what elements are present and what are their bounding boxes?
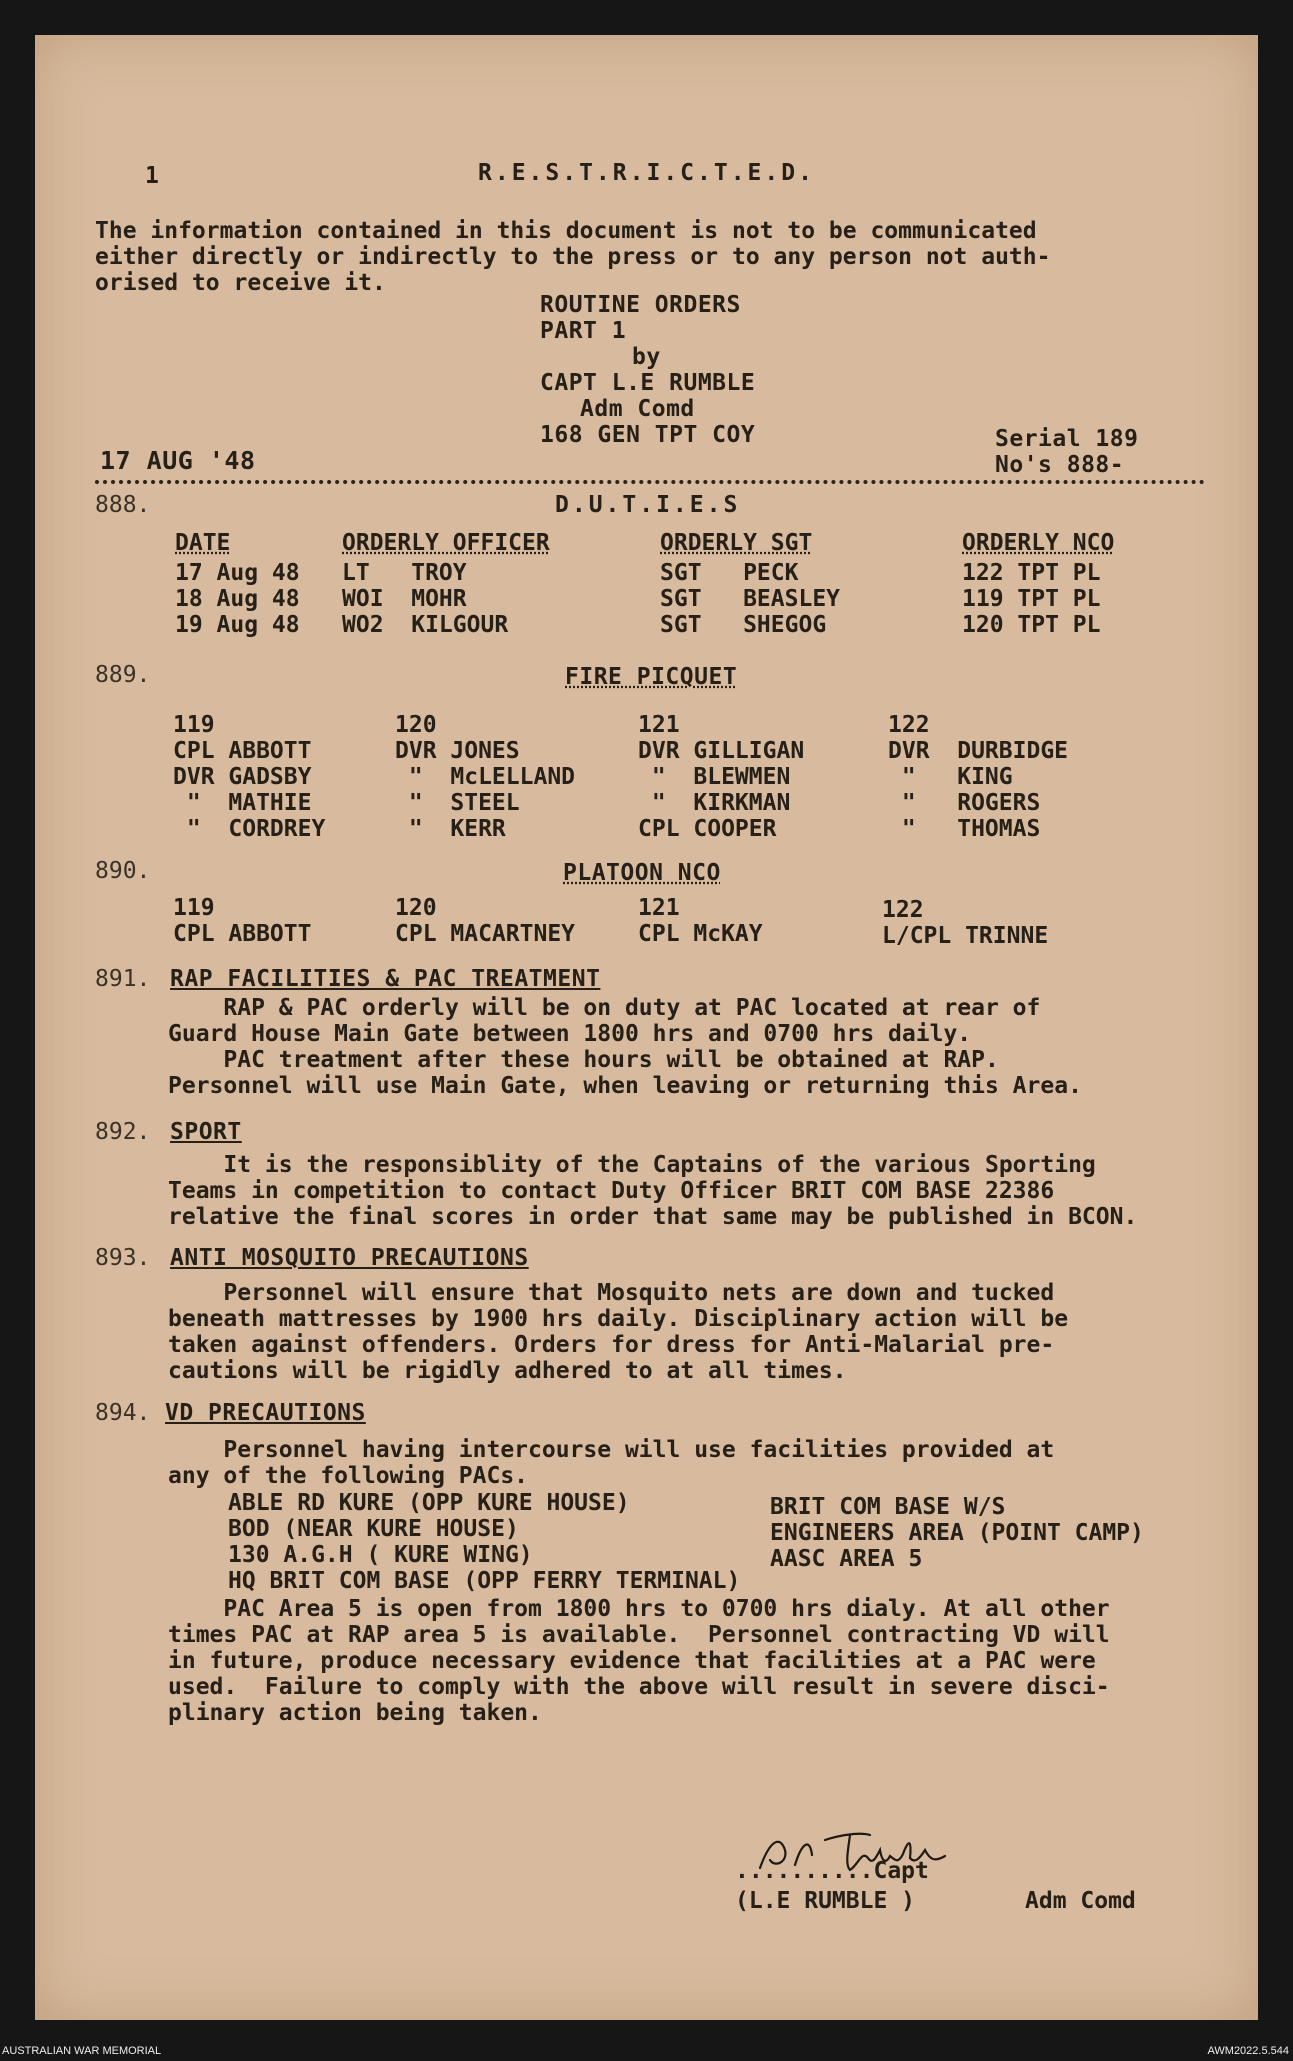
unit-number: 119 — [173, 712, 215, 738]
column-header: ORDERLY NCO — [962, 530, 1115, 556]
signature-rank: ..........Capt — [735, 1858, 929, 1884]
pac-location: ABLE RD KURE (OPP KURE HOUSE) — [228, 1490, 630, 1516]
table-cell: 122 TPT PL — [962, 560, 1101, 586]
title-line: PART 1 — [540, 318, 627, 344]
body-line: Personnel having intercourse will use facilities provided at — [168, 1437, 1055, 1463]
section-heading: FIRE PICQUET — [565, 664, 738, 690]
warning-line: either directly or indirectly to the press or to any person not auth- — [95, 244, 1051, 270]
section-heading: PLATOON NCO — [563, 860, 721, 886]
body-line: any of the following PACs. — [168, 1463, 529, 1489]
pac-location: BRIT COM BASE W/S — [770, 1494, 1006, 1520]
body-line: PAC treatment after these hours will be obtained at RAP. — [168, 1047, 999, 1073]
page-mark: 1 — [145, 163, 160, 189]
nco-name: CPL MACARTNEY — [395, 921, 576, 947]
pac-location: BOD (NEAR KURE HOUSE) — [228, 1516, 519, 1542]
body-line: times PAC at RAP area 5 is available. Personnel contracting VD will — [168, 1622, 1110, 1648]
signatory-name: (L.E RUMBLE ) — [735, 1888, 916, 1914]
title-line: 168 GEN TPT COY — [540, 422, 756, 448]
title-line: CAPT L.E RUMBLE — [540, 370, 756, 396]
picquet-name: " McLELLAND — [395, 764, 576, 790]
body-line: Guard House Main Gate between 1800 hrs and 0700 hrs daily. — [168, 1021, 972, 1047]
column-header: ORDERLY OFFICER — [342, 530, 550, 556]
body-line: relative the final scores in order that same may be published in BCON. — [168, 1204, 1138, 1230]
warning-line: The information contained in this document is not to be communicated — [95, 218, 1037, 244]
section-heading: RAP FACILITIES & PAC TREATMENT — [170, 966, 601, 992]
body-line: plinary action being taken. — [168, 1700, 542, 1726]
title-line: Adm Comd — [580, 396, 695, 422]
unit-number: 119 — [173, 895, 215, 921]
body-line: RAP & PAC orderly will be on duty at PAC located at rear of — [168, 995, 1041, 1021]
body-line: Personnel will ensure that Mosquito nets are down and tucked — [168, 1280, 1055, 1306]
unit-number: 120 — [395, 712, 437, 738]
section-number: 894. — [95, 1400, 151, 1426]
section-heading: ANTI MOSQUITO PRECAUTIONS — [170, 1245, 529, 1271]
unit-number: 121 — [638, 895, 680, 921]
unit-number: 122 — [888, 712, 930, 738]
signatory-appointment: Adm Comd — [1025, 1888, 1136, 1914]
nco-name: CPL ABBOTT — [173, 921, 312, 947]
serial-number: Serial 189 — [995, 426, 1139, 452]
section-number: 888. — [95, 492, 151, 518]
table-cell: 18 Aug 48 — [175, 586, 300, 612]
body-line: taken against offenders. Orders for dress for Anti-Malarial pre- — [168, 1332, 1055, 1358]
divider — [95, 480, 1205, 484]
picquet-name: DVR JONES — [395, 738, 520, 764]
order-date: 17 AUG '48 — [100, 446, 256, 475]
unit-number: 122 — [882, 897, 924, 923]
pac-location: AASC AREA 5 — [770, 1546, 923, 1572]
section-heading: SPORT — [170, 1119, 242, 1145]
pac-location: ENGINEERS AREA (POINT CAMP) — [770, 1520, 1144, 1546]
table-cell: SGT SHEGOG — [660, 612, 827, 638]
body-line: It is the responsiblity of the Captains of the various Sporting — [168, 1152, 1096, 1178]
picquet-name: DVR DURBIDGE — [888, 738, 1069, 764]
table-cell: SGT PECK — [660, 560, 799, 586]
pac-location: 130 A.G.H ( KURE WING) — [228, 1542, 533, 1568]
table-cell: 19 Aug 48 — [175, 612, 300, 638]
table-cell: 119 TPT PL — [962, 586, 1101, 612]
table-cell: 17 Aug 48 — [175, 560, 300, 586]
body-line: beneath mattresses by 1900 hrs daily. Disciplinary action will be — [168, 1306, 1069, 1332]
section-heading: VD PRECAUTIONS — [165, 1400, 366, 1426]
body-line: Personnel will use Main Gate, when leaving or returning this Area. — [168, 1073, 1082, 1099]
picquet-name: " THOMAS — [888, 816, 1041, 842]
picquet-name: " ROGERS — [888, 790, 1041, 816]
picquet-name: " KIRKMAN — [638, 790, 791, 816]
picquet-name: CPL COOPER — [638, 816, 777, 842]
picquet-name: DVR GILLIGAN — [638, 738, 805, 764]
body-line: cautions will be rigidly adhered to at all times. — [168, 1358, 847, 1384]
classification-heading: R.E.S.T.R.I.C.T.E.D. — [478, 160, 815, 186]
picquet-name: CPL ABBOTT — [173, 738, 312, 764]
unit-number: 120 — [395, 895, 437, 921]
body-line: Teams in competition to contact Duty Officer BRIT COM BASE 22386 — [168, 1178, 1055, 1204]
column-header: DATE — [175, 530, 231, 556]
archive-footer-right: AWM2022.5.544 — [1207, 2045, 1289, 2057]
nco-name: CPL McKAY — [638, 921, 763, 947]
table-cell: 120 TPT PL — [962, 612, 1101, 638]
picquet-name: DVR GADSBY — [173, 764, 312, 790]
picquet-name: " KERR — [395, 816, 506, 842]
archive-footer-left: AUSTRALIAN WAR MEMORIAL — [2, 2045, 162, 2057]
body-line: used. Failure to comply with the above will result in severe disci- — [168, 1674, 1110, 1700]
section-number: 891. — [95, 966, 151, 992]
unit-number: 121 — [638, 712, 680, 738]
section-heading: D.U.T.I.E.S — [555, 492, 741, 518]
table-cell: WOI MOHR — [342, 586, 467, 612]
section-number: 893. — [95, 1245, 151, 1271]
section-number: 889. — [95, 662, 151, 688]
title-line: ROUTINE ORDERS — [540, 292, 741, 318]
warning-line: orised to receive it. — [95, 270, 386, 296]
picquet-name: " CORDREY — [173, 816, 326, 842]
body-line: PAC Area 5 is open from 1800 hrs to 0700 hrs dialy. At all other — [168, 1596, 1110, 1622]
picquet-name: " STEEL — [395, 790, 520, 816]
title-line: by — [632, 344, 661, 370]
section-number: 890. — [95, 858, 151, 884]
section-number: 892. — [95, 1119, 151, 1145]
table-cell: WO2 KILGOUR — [342, 612, 509, 638]
table-cell: SGT BEASLEY — [660, 586, 841, 612]
column-header: ORDERLY SGT — [660, 530, 813, 556]
picquet-name: " BLEWMEN — [638, 764, 791, 790]
picquet-name: " MATHIE — [173, 790, 312, 816]
body-line: in future, produce necessary evidence that facilities at a PAC were — [168, 1648, 1096, 1674]
pac-location: HQ BRIT COM BASE (OPP FERRY TERMINAL) — [228, 1568, 741, 1594]
table-cell: LT TROY — [342, 560, 467, 586]
nco-name: L/CPL TRINNE — [882, 923, 1049, 949]
picquet-name: " KING — [888, 764, 1013, 790]
order-numbers: No's 888- — [995, 452, 1125, 478]
